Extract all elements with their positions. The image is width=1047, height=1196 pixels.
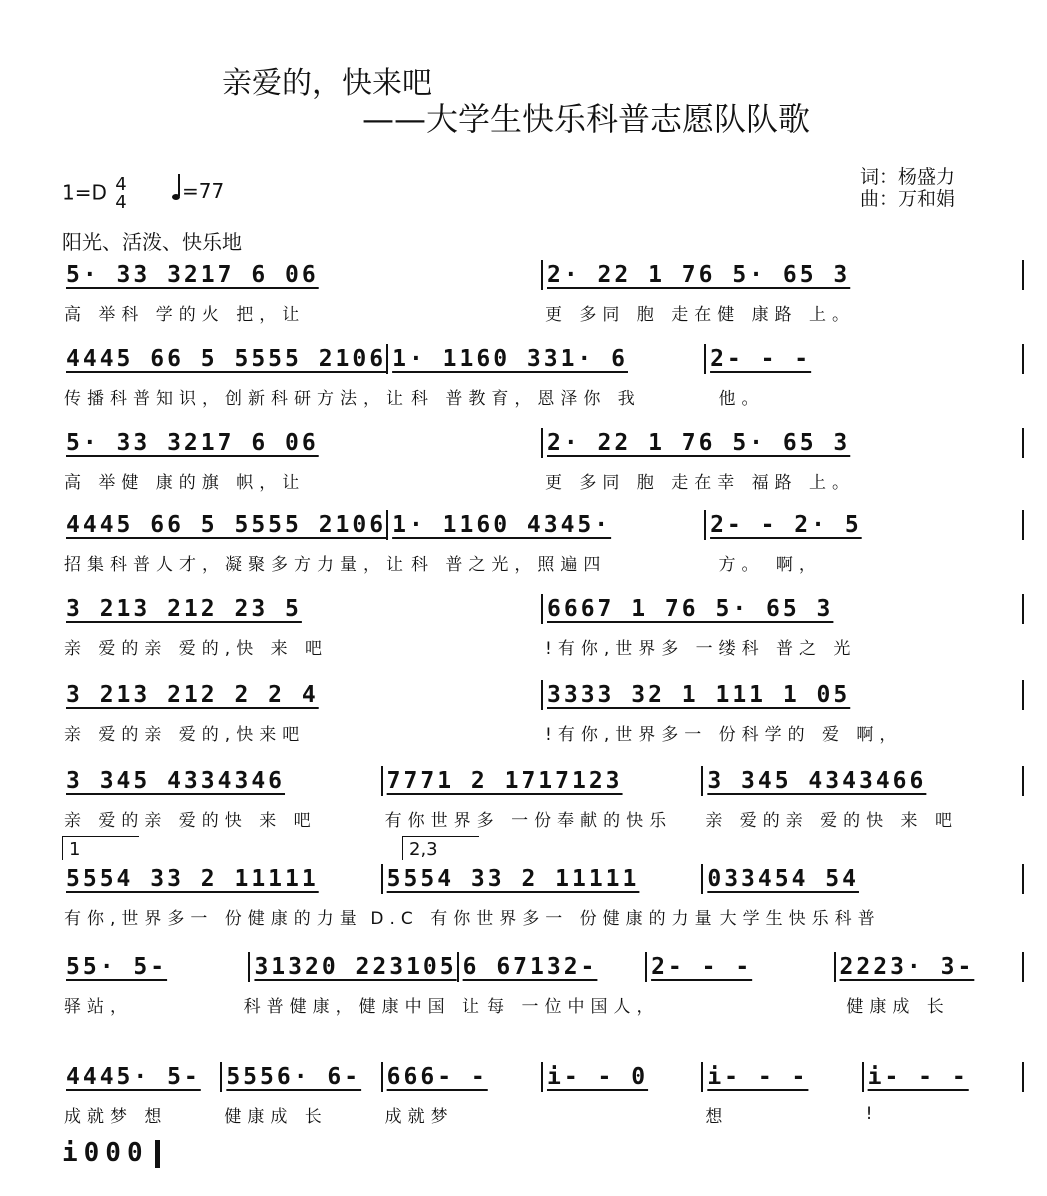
measure-notes: 2- - 2· 5	[710, 512, 862, 538]
lyric-text: 科 普之光，照遍四	[411, 554, 607, 575]
measure-notes: 31320 223105	[254, 954, 457, 980]
lyric-text: D.C 有你世界多一 份健康的力量	[370, 908, 718, 929]
notes-line	[62, 590, 1024, 628]
measure-notes: 5· 33 3217 6 06	[66, 262, 319, 288]
measure-notes: 2· 22 1 76 5· 65 3	[547, 430, 851, 456]
key-text: 1=D	[62, 180, 107, 205]
lyric-text: 传播科普知识，创新科研方法，让	[64, 388, 409, 409]
measure-notes: 2- - -	[651, 954, 753, 980]
score-row	[62, 676, 1024, 756]
barline	[1022, 260, 1024, 290]
notes-line	[62, 762, 1024, 800]
lyric-text: 成就梦	[384, 1106, 454, 1127]
lyric-text: !	[865, 1104, 879, 1124]
lyric-text: 亲 爱的亲 爱的,快 来 吧	[64, 638, 329, 659]
measure-notes: 6 67132-	[462, 954, 598, 980]
measure-notes: 7771 2 1717123	[386, 768, 623, 794]
barline	[1022, 344, 1024, 374]
barline	[1022, 510, 1024, 540]
lyric-text: 亲 爱的亲 爱的快 来 吧	[705, 810, 958, 831]
score-row	[62, 590, 1024, 670]
time-bottom: 4	[115, 192, 127, 213]
score-row	[62, 256, 1024, 336]
lyric-text: 方。 啊，	[718, 554, 822, 575]
barline	[1022, 680, 1024, 710]
notes-line	[62, 340, 1024, 378]
lyric-text: 健康成 长	[846, 996, 950, 1017]
notes-line	[62, 948, 1024, 986]
lyric-text: 成就梦 想	[64, 1106, 168, 1127]
lyric-text: 有你世界多 一份奉献的快乐	[384, 810, 673, 831]
measure-notes: i- - 0	[546, 1064, 649, 1090]
measure-notes: i- - -	[707, 1064, 809, 1090]
lyric-text: 每 一位中国人，	[487, 996, 660, 1017]
notes-line	[62, 256, 1024, 294]
tempo-value: =77	[182, 179, 225, 203]
notes-line	[62, 676, 1024, 714]
barline	[1022, 1062, 1024, 1092]
lyrics-line	[62, 632, 1024, 660]
final-barline	[155, 1140, 160, 1168]
notes-line	[62, 424, 1024, 462]
lyrics-line	[62, 902, 1024, 930]
measure-notes: 2· 22 1 76 5· 65 3	[547, 262, 851, 288]
lyric-text: 亲 爱的亲 爱的快 来 吧	[64, 810, 317, 831]
lyrics-line	[62, 718, 1024, 746]
volta-ending: 2,3	[402, 836, 479, 860]
time-top: 4	[115, 174, 127, 195]
barline	[1022, 766, 1024, 796]
lyrics-line	[62, 466, 1024, 494]
measure-notes: 5· 33 3217 6 06	[66, 430, 319, 456]
barline	[1022, 428, 1024, 458]
notes-line	[62, 860, 1024, 898]
measure-notes: 2223· 3-	[839, 954, 975, 980]
lyric-text: 更 多同 胞 走在健 康路 上。	[545, 304, 856, 325]
score-row	[62, 340, 1024, 420]
lyrics-line	[62, 804, 1024, 832]
lyrics-line	[62, 548, 1024, 576]
barline	[1022, 864, 1024, 894]
lyric-text: !有你,世界多 一缕科 普之 光	[545, 638, 857, 659]
notes-line	[62, 1058, 1024, 1096]
measure-notes: 4445· 5-	[66, 1064, 201, 1090]
song-title: 亲爱的，快来吧	[222, 66, 432, 101]
lyric-text: 大学生快乐科普	[719, 908, 881, 929]
barline	[1022, 952, 1024, 982]
measure-notes: 4445 66 5 5555 2106	[66, 346, 387, 372]
score-row	[62, 762, 1024, 842]
lyric-text: 更 多同 胞 走在幸 福路 上。	[545, 472, 856, 493]
lyric-text: 科普健康，健康中国 让	[243, 996, 486, 1017]
barline	[1022, 594, 1024, 624]
lyric-text: 亲 爱的亲 爱的,快来吧	[64, 724, 306, 745]
lyric-text: 想	[705, 1106, 729, 1127]
lyric-text: 有你,世界多一 份健康的力量	[64, 908, 363, 929]
score-row	[62, 424, 1024, 504]
final-notes: i000	[62, 1138, 149, 1168]
measure-notes: 2- - -	[710, 346, 812, 372]
final-measure	[62, 1138, 160, 1168]
lyric-text: 科 普教育，恩泽你 我	[411, 388, 641, 409]
lyric-text: !有你,世界多一 份科学的 爱 啊，	[545, 724, 903, 745]
measure-notes: 4445 66 5 5555 2106	[66, 512, 387, 538]
measure-notes: 1· 1160 331· 6	[392, 346, 628, 372]
lyric-text: 高 举健 康的旗 帜，让	[64, 472, 306, 493]
measure-notes: 3 345 4334346	[66, 768, 286, 794]
measure-notes: 3 213 212 23 5	[66, 596, 302, 622]
measure-notes: 5556· 6-	[226, 1064, 362, 1090]
lyricist: 词：杨盛力	[860, 166, 956, 188]
song-subtitle: ——大学生快乐科普志愿队队歌	[362, 100, 811, 138]
lyrics-line	[62, 990, 1024, 1018]
measure-notes: i- - -	[867, 1064, 969, 1090]
score-row	[62, 948, 1024, 1028]
measure-notes: 666- -	[386, 1064, 488, 1090]
measure-notes: 3 213 212 2 2 4	[66, 682, 319, 708]
lyric-text: 高 举科 学的火 把，让	[64, 304, 306, 325]
lyrics-line	[62, 1100, 1024, 1128]
score-row	[62, 1058, 1024, 1138]
credits	[860, 166, 955, 210]
volta-ending: 1	[62, 836, 139, 860]
time-signature	[115, 176, 126, 212]
score-row	[62, 839, 1024, 940]
score-row	[62, 506, 1024, 586]
tempo-marking	[172, 176, 224, 203]
composer: 曲：万和娟	[860, 188, 956, 210]
lyric-text: 驿站，	[64, 996, 133, 1017]
measure-notes: 5554 33 2 11111	[386, 866, 640, 892]
expression-marking: 阳光、活泼、快乐地	[62, 230, 242, 254]
measure-notes: 033454 54	[707, 866, 859, 892]
lyric-text: 招集科普人才，凝聚多方力量，让	[64, 554, 409, 575]
measure-notes: 55· 5-	[66, 954, 168, 980]
key-signature	[62, 176, 127, 212]
lyrics-line	[62, 298, 1024, 326]
lyrics-line	[62, 382, 1024, 410]
measure-notes: 3333 32 1 111 1 05	[547, 682, 851, 708]
notes-line	[62, 506, 1024, 544]
measure-notes: 6667 1 76 5· 65 3	[547, 596, 834, 622]
lyric-text: 健康成 长	[224, 1106, 328, 1127]
measure-notes: 3 345 4343466	[707, 768, 927, 794]
lyric-text: 他。	[718, 388, 765, 409]
measure-notes: 5554 33 2 11111	[66, 866, 319, 892]
measure-notes: 1· 1160 4345·	[392, 512, 612, 538]
